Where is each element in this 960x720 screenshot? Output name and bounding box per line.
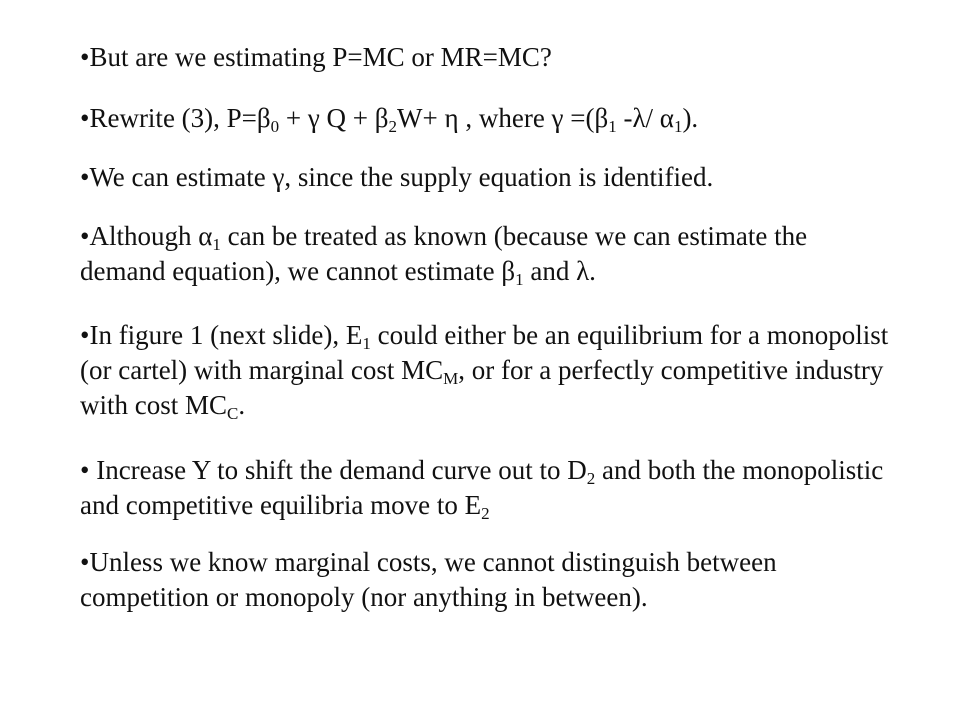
subscript: 2 <box>586 469 596 488</box>
bullet-text: -λ/ α <box>616 103 674 133</box>
bullet-text: •Although α <box>80 221 213 251</box>
bullet-text: and λ. <box>523 256 596 286</box>
bullet-text: ). <box>682 103 699 133</box>
bullet-text: •In figure 1 (next slide), E <box>80 320 363 350</box>
subscript: 1 <box>608 117 617 136</box>
subscript: 0 <box>270 117 280 136</box>
bullet-alpha-known <box>80 219 890 289</box>
bullet-text: could either be an equilibrium for a monopolist (or cartel) with marginal cost MC <box>80 320 889 385</box>
bullet-text: can be treated as known (because we can estimate the demand equation), we cannot estimate β <box>80 221 808 286</box>
subscript: 1 <box>673 117 683 136</box>
bullet-rewrite-equation <box>80 101 890 136</box>
subscript: 1 <box>515 270 524 289</box>
bullet-increase-y <box>80 453 890 523</box>
bullet-estimating-question <box>80 40 890 75</box>
subscript: C <box>227 404 239 423</box>
bullet-estimate-gamma <box>80 160 890 195</box>
bullet-text: + γ Q + β <box>279 103 389 133</box>
subscript: M <box>443 369 459 388</box>
bullet-text: W+ η , where γ =(β <box>397 103 609 133</box>
bullet-text: •We can estimate γ, since the supply equation is identified. <box>80 162 714 192</box>
bullet-text: , or for a perfectly competitive industry with cost MC <box>80 355 884 420</box>
bullet-text: •Unless we know marginal costs, we cannot distinguish between competition or monopoly (nor anything in between). <box>80 547 777 612</box>
bullet-text: •But are we estimating P=MC or MR=MC? <box>80 42 552 72</box>
bullet-text: • Increase Y to shift the demand curve out to D <box>80 455 587 485</box>
subscript: 1 <box>362 334 371 353</box>
bullet-text: •Rewrite (3), P=β <box>80 103 271 133</box>
bullet-marginal-costs <box>80 545 890 615</box>
bullet-figure-one <box>80 318 890 423</box>
bullet-text: . <box>238 390 246 420</box>
bullet-text: and both the monopolistic and competitive equilibria move to E <box>80 455 884 520</box>
subscript: 2 <box>388 117 398 136</box>
subscript: 1 <box>212 235 221 254</box>
subscript: 2 <box>481 504 490 523</box>
